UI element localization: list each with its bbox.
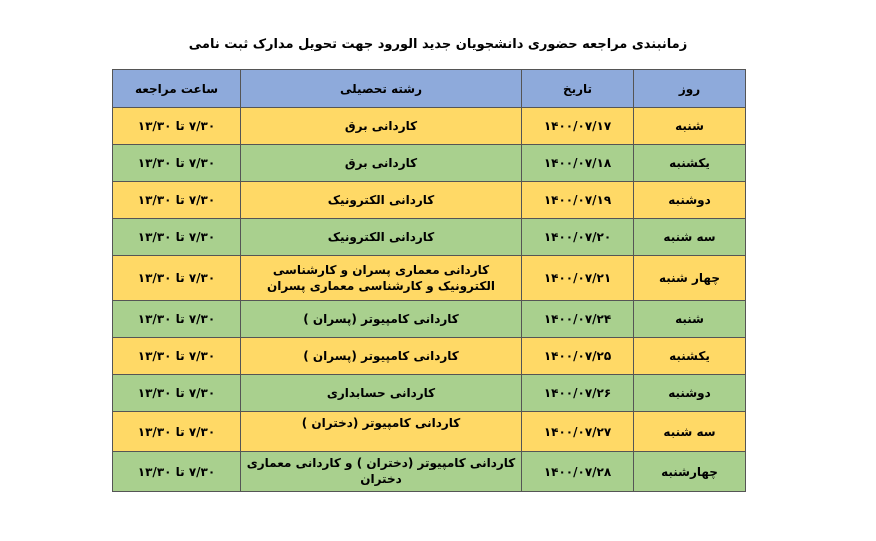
header-major: رشته تحصیلی <box>241 70 522 108</box>
table-row <box>113 375 746 412</box>
time-cell: ۷/۳۰ تا ۱۳/۳۰ <box>113 452 241 492</box>
schedule-table <box>112 69 746 492</box>
date-cell: ۱۴۰۰/۰۷/۲۷ <box>522 412 634 452</box>
date-cell: ۱۴۰۰/۰۷/۲۸ <box>522 452 634 492</box>
table-row <box>113 219 746 256</box>
time-cell: ۷/۳۰ تا ۱۳/۳۰ <box>113 108 241 145</box>
major-cell: کاردانی حسابداری <box>241 375 522 412</box>
day-cell: یکشنبه <box>634 338 746 375</box>
table-row <box>113 256 746 301</box>
table-row <box>113 145 746 182</box>
time-cell: ۷/۳۰ تا ۱۳/۳۰ <box>113 145 241 182</box>
page-title: زمانبندی مراجعه حضوری دانشجویان جدید الورود جهت تحویل مدارک ثبت نامی <box>188 37 688 52</box>
header-day: روز <box>634 70 746 108</box>
time-cell: ۷/۳۰ تا ۱۳/۳۰ <box>113 256 241 301</box>
major-cell: کاردانی کامپیوتر (پسران ) <box>241 301 522 338</box>
major-cell: کاردانی برق <box>241 108 522 145</box>
day-cell: دوشنبه <box>634 182 746 219</box>
day-cell: دوشنبه <box>634 375 746 412</box>
date-cell: ۱۴۰۰/۰۷/۲۵ <box>522 338 634 375</box>
major-cell: کاردانی برق <box>241 145 522 182</box>
major-cell: کاردانی الکترونیک <box>241 219 522 256</box>
day-cell: یکشنبه <box>634 145 746 182</box>
major-cell: کاردانی کامپیوتر (دختران ) <box>241 412 522 452</box>
date-cell: ۱۴۰۰/۰۷/۲۶ <box>522 375 634 412</box>
time-cell: ۷/۳۰ تا ۱۳/۳۰ <box>113 301 241 338</box>
time-cell: ۷/۳۰ تا ۱۳/۳۰ <box>113 219 241 256</box>
major-cell: کاردانی الکترونیک <box>241 182 522 219</box>
header-time: ساعت مراجعه <box>113 70 241 108</box>
table-row <box>113 412 746 452</box>
date-cell: ۱۴۰۰/۰۷/۱۷ <box>522 108 634 145</box>
header-row <box>113 70 746 108</box>
day-cell: شنبه <box>634 108 746 145</box>
day-cell: سه شنبه <box>634 219 746 256</box>
table-row <box>113 301 746 338</box>
date-cell: ۱۴۰۰/۰۷/۲۱ <box>522 256 634 301</box>
table-row <box>113 452 746 492</box>
table-row <box>113 338 746 375</box>
date-cell: ۱۴۰۰/۰۷/۲۴ <box>522 301 634 338</box>
time-cell: ۷/۳۰ تا ۱۳/۳۰ <box>113 338 241 375</box>
day-cell: چهارشنبه <box>634 452 746 492</box>
major-cell: کاردانی کامپیوتر (پسران ) <box>241 338 522 375</box>
day-cell: چهار شنبه <box>634 256 746 301</box>
day-cell: شنبه <box>634 301 746 338</box>
time-cell: ۷/۳۰ تا ۱۳/۳۰ <box>113 375 241 412</box>
major-cell: کاردانی کامپیوتر (دختران ) و کاردانی معماری دختران <box>241 452 522 492</box>
major-cell: کاردانی معماری پسران و کارشناسی الکترونیک و کارشناسی معماری پسران <box>241 256 522 301</box>
header-date: تاریخ <box>522 70 634 108</box>
date-cell: ۱۴۰۰/۰۷/۲۰ <box>522 219 634 256</box>
table-row <box>113 108 746 145</box>
table-row <box>113 182 746 219</box>
time-cell: ۷/۳۰ تا ۱۳/۳۰ <box>113 412 241 452</box>
date-cell: ۱۴۰۰/۰۷/۱۹ <box>522 182 634 219</box>
date-cell: ۱۴۰۰/۰۷/۱۸ <box>522 145 634 182</box>
time-cell: ۷/۳۰ تا ۱۳/۳۰ <box>113 182 241 219</box>
day-cell: سه شنبه <box>634 412 746 452</box>
